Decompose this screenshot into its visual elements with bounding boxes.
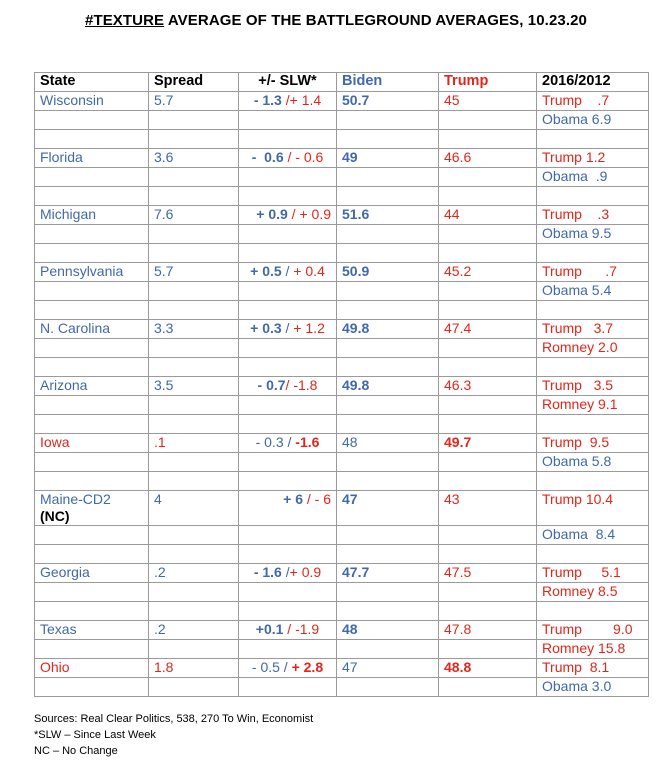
- spacer-row: [35, 602, 649, 621]
- spacer-row: [35, 301, 649, 320]
- history-2012-cell: Obama 6.9: [537, 111, 649, 130]
- empty-cell: [149, 602, 239, 621]
- biden-cell: 50.9: [337, 263, 439, 282]
- empty-cell: [537, 602, 649, 621]
- slw-separator: /: [283, 149, 296, 165]
- empty-cell: [537, 130, 649, 149]
- spread-cell: 7.6: [149, 206, 239, 225]
- slw-cell: [239, 320, 337, 339]
- history-2016-cell: Trump .3: [537, 206, 649, 225]
- slw-prior: - 0.6: [295, 149, 324, 165]
- empty-cell: [149, 358, 239, 377]
- slw-cell: [239, 564, 337, 583]
- state-cell: Iowa: [35, 434, 149, 453]
- trump-cell: 45: [439, 92, 537, 111]
- trump-cell: 46.3: [439, 377, 537, 396]
- empty-cell: [35, 396, 149, 415]
- empty-cell: [337, 225, 439, 244]
- footer-sources: Sources: Real Clear Politics, 538, 270 To Win, Economist: [34, 713, 314, 725]
- empty-cell: [239, 244, 337, 263]
- history-2012-cell: Obama 8.4: [537, 526, 649, 545]
- empty-cell: [35, 453, 149, 472]
- empty-cell: [239, 358, 337, 377]
- biden-cell: 49: [337, 149, 439, 168]
- table-row: [35, 282, 649, 301]
- state-name: Maine-CD2: [40, 491, 111, 507]
- title-text: AVERAGE OF THE BATTLEGROUND AVERAGES, 10.23.20: [164, 12, 587, 29]
- table-row: [35, 149, 649, 168]
- empty-cell: [239, 602, 337, 621]
- slw-separator: /: [281, 263, 294, 279]
- empty-cell: [337, 282, 439, 301]
- slw-cell: [239, 434, 337, 453]
- empty-cell: [337, 168, 439, 187]
- table-row: [35, 225, 649, 244]
- empty-cell: [239, 396, 337, 415]
- header-row: [35, 73, 649, 92]
- biden-cell: 51.6: [337, 206, 439, 225]
- history-2012-cell: Romney 8.5: [537, 583, 649, 602]
- spacer-row: [35, 358, 649, 377]
- empty-cell: [337, 640, 439, 659]
- slw-change: - 0.5: [251, 659, 280, 675]
- header-slw: +/- SLW*: [239, 73, 337, 92]
- empty-cell: [439, 187, 537, 206]
- slw-change: - 0.6: [251, 149, 284, 165]
- empty-cell: [149, 111, 239, 130]
- table-body: [35, 92, 649, 697]
- empty-cell: [35, 187, 149, 206]
- empty-cell: [239, 111, 337, 130]
- slw-separator: /: [281, 564, 290, 580]
- trump-cell: 45.2: [439, 263, 537, 282]
- empty-cell: [149, 526, 239, 545]
- table-row: [35, 526, 649, 545]
- footer-notes: [34, 711, 313, 759]
- empty-cell: [149, 453, 239, 472]
- history-2016-cell: Trump 5.1: [537, 564, 649, 583]
- spread-cell: .2: [149, 621, 239, 640]
- spread-cell: 4: [149, 491, 239, 526]
- empty-cell: [439, 678, 537, 697]
- empty-cell: [537, 187, 649, 206]
- slw-cell: [239, 621, 337, 640]
- spread-cell: 5.7: [149, 263, 239, 282]
- empty-cell: [239, 526, 337, 545]
- footer-slw-note: *SLW – Since Last Week: [34, 729, 156, 741]
- empty-cell: [239, 225, 337, 244]
- empty-cell: [439, 225, 537, 244]
- empty-cell: [149, 301, 239, 320]
- slw-prior: -1.9: [295, 621, 320, 637]
- state-cell: Florida: [35, 149, 149, 168]
- empty-cell: [149, 339, 239, 358]
- empty-cell: [337, 453, 439, 472]
- empty-cell: [439, 396, 537, 415]
- empty-cell: [439, 130, 537, 149]
- state-cell: Ohio: [35, 659, 149, 678]
- spacer-row: [35, 415, 649, 434]
- empty-cell: [537, 244, 649, 263]
- empty-cell: [149, 678, 239, 697]
- header-state: State: [35, 73, 149, 92]
- biden-cell: 49.8: [337, 377, 439, 396]
- table-row: [35, 564, 649, 583]
- state-cell: Texas: [35, 621, 149, 640]
- empty-cell: [35, 244, 149, 263]
- table-row: [35, 659, 649, 678]
- history-2012-cell: Obama 5.4: [537, 282, 649, 301]
- empty-cell: [337, 130, 439, 149]
- slw-cell: [239, 491, 337, 526]
- table-row: [35, 396, 649, 415]
- table-row: [35, 339, 649, 358]
- slw-prior: + 0.9: [299, 206, 331, 222]
- empty-cell: [439, 415, 537, 434]
- table-row: [35, 678, 649, 697]
- spacer-row: [35, 130, 649, 149]
- empty-cell: [35, 545, 149, 564]
- history-2016-cell: Trump 9.5: [537, 434, 649, 453]
- empty-cell: [149, 168, 239, 187]
- biden-cell: 48: [337, 621, 439, 640]
- empty-cell: [439, 339, 537, 358]
- empty-cell: [537, 358, 649, 377]
- slw-cell: [239, 92, 337, 111]
- slw-change: + 0.3: [250, 320, 282, 336]
- table-row: [35, 640, 649, 659]
- empty-cell: [149, 472, 239, 491]
- table-row: [35, 621, 649, 640]
- empty-cell: [149, 545, 239, 564]
- empty-cell: [537, 472, 649, 491]
- history-2012-cell: Romney 2.0: [537, 339, 649, 358]
- empty-cell: [537, 301, 649, 320]
- trump-cell: 47.5: [439, 564, 537, 583]
- empty-cell: [239, 545, 337, 564]
- state-cell: Wisconsin: [35, 92, 149, 111]
- empty-cell: [337, 545, 439, 564]
- empty-cell: [149, 282, 239, 301]
- table-row: [35, 92, 649, 111]
- spread-cell: 3.5: [149, 377, 239, 396]
- empty-cell: [149, 244, 239, 263]
- slw-prior: - 6: [314, 491, 331, 507]
- spread-cell: 1.8: [149, 659, 239, 678]
- empty-cell: [35, 472, 149, 491]
- slw-separator: /: [302, 491, 315, 507]
- header-trump: Trump: [439, 73, 537, 92]
- slw-prior: + 0.9: [289, 564, 322, 580]
- empty-cell: [35, 358, 149, 377]
- empty-cell: [239, 583, 337, 602]
- history-2016-cell: Trump 3.5: [537, 377, 649, 396]
- empty-cell: [239, 339, 337, 358]
- empty-cell: [239, 415, 337, 434]
- slw-change: - 0.3: [255, 434, 284, 450]
- history-2016-cell: Trump .7: [537, 92, 649, 111]
- empty-cell: [35, 602, 149, 621]
- empty-cell: [439, 526, 537, 545]
- empty-cell: [337, 678, 439, 697]
- empty-cell: [149, 640, 239, 659]
- state-cell: [35, 491, 149, 526]
- slw-separator: /: [281, 320, 294, 336]
- empty-cell: [337, 583, 439, 602]
- empty-cell: [35, 130, 149, 149]
- state-cell: Pennsylvania: [35, 263, 149, 282]
- table-row: [35, 434, 649, 453]
- slw-separator: /: [279, 659, 292, 675]
- trump-cell: 47.8: [439, 621, 537, 640]
- table-row: [35, 453, 649, 472]
- history-2012-cell: Obama 3.0: [537, 678, 649, 697]
- spacer-row: [35, 187, 649, 206]
- slw-change: - 0.7: [257, 377, 286, 393]
- empty-cell: [337, 396, 439, 415]
- empty-cell: [35, 168, 149, 187]
- trump-cell: 49.7: [439, 434, 537, 453]
- spacer-row: [35, 244, 649, 263]
- spread-cell: .1: [149, 434, 239, 453]
- state-cell: Arizona: [35, 377, 149, 396]
- page-title: [0, 12, 672, 29]
- empty-cell: [239, 640, 337, 659]
- empty-cell: [337, 301, 439, 320]
- history-2012-cell: Obama .9: [537, 168, 649, 187]
- empty-cell: [439, 602, 537, 621]
- empty-cell: [35, 301, 149, 320]
- table-row: [35, 168, 649, 187]
- slw-prior: -1.6: [295, 434, 320, 450]
- history-2012-cell: Obama 9.5: [537, 225, 649, 244]
- table-row: [35, 377, 649, 396]
- slw-cell: [239, 206, 337, 225]
- empty-cell: [239, 301, 337, 320]
- slw-change: +0.1: [255, 621, 284, 637]
- slw-change: - 1.3: [253, 92, 282, 108]
- empty-cell: [35, 678, 149, 697]
- history-2012-cell: Romney 9.1: [537, 396, 649, 415]
- slw-separator: /: [283, 621, 296, 637]
- empty-cell: [337, 111, 439, 130]
- empty-cell: [439, 453, 537, 472]
- trump-cell: 44: [439, 206, 537, 225]
- slw-separator: /: [287, 206, 300, 222]
- slw-prior: + 2.8: [291, 659, 324, 675]
- state-cell: N. Carolina: [35, 320, 149, 339]
- footer-nc-note: NC – No Change: [34, 745, 118, 757]
- empty-cell: [239, 453, 337, 472]
- spread-cell: 3.6: [149, 149, 239, 168]
- empty-cell: [337, 526, 439, 545]
- slw-cell: [239, 263, 337, 282]
- slw-separator: /: [283, 434, 296, 450]
- empty-cell: [337, 244, 439, 263]
- header-biden: Biden: [337, 73, 439, 92]
- table-row: [35, 111, 649, 130]
- empty-cell: [439, 583, 537, 602]
- empty-cell: [337, 415, 439, 434]
- empty-cell: [35, 339, 149, 358]
- spacer-row: [35, 472, 649, 491]
- slw-prior: + 0.4: [293, 263, 325, 279]
- empty-cell: [239, 678, 337, 697]
- history-2016-cell: Trump 3.7: [537, 320, 649, 339]
- table-row: [35, 206, 649, 225]
- empty-cell: [239, 282, 337, 301]
- empty-cell: [439, 282, 537, 301]
- empty-cell: [149, 187, 239, 206]
- empty-cell: [439, 640, 537, 659]
- spread-cell: 3.3: [149, 320, 239, 339]
- slw-change: + 0.5: [250, 263, 282, 279]
- empty-cell: [239, 130, 337, 149]
- spread-cell: 5.7: [149, 92, 239, 111]
- slw-prior: -1.8: [293, 377, 318, 393]
- table-row: [35, 320, 649, 339]
- empty-cell: [439, 244, 537, 263]
- history-2012-cell: Romney 15.8: [537, 640, 649, 659]
- history-2016-cell: Trump 1.2: [537, 149, 649, 168]
- empty-cell: [35, 111, 149, 130]
- empty-cell: [149, 396, 239, 415]
- slw-change: + 0.9: [256, 206, 288, 222]
- empty-cell: [239, 168, 337, 187]
- empty-cell: [239, 187, 337, 206]
- empty-cell: [149, 130, 239, 149]
- slw-cell: [239, 659, 337, 678]
- biden-cell: 50.7: [337, 92, 439, 111]
- trump-cell: 47.4: [439, 320, 537, 339]
- empty-cell: [337, 339, 439, 358]
- table-row: [35, 491, 649, 526]
- trump-cell: 46.6: [439, 149, 537, 168]
- state-cell: Michigan: [35, 206, 149, 225]
- empty-cell: [35, 640, 149, 659]
- header-history: 2016/2012: [537, 73, 649, 92]
- trump-cell: 48.8: [439, 659, 537, 678]
- empty-cell: [149, 225, 239, 244]
- history-2016-cell: Trump 9.0: [537, 621, 649, 640]
- biden-cell: 48: [337, 434, 439, 453]
- empty-cell: [439, 358, 537, 377]
- spread-cell: .2: [149, 564, 239, 583]
- empty-cell: [439, 301, 537, 320]
- state-cell: Georgia: [35, 564, 149, 583]
- table-row: [35, 583, 649, 602]
- empty-cell: [149, 415, 239, 434]
- spacer-row: [35, 545, 649, 564]
- empty-cell: [537, 415, 649, 434]
- slw-prior: + 1.2: [293, 320, 325, 336]
- battleground-table: [34, 72, 649, 697]
- slw-cell: [239, 377, 337, 396]
- empty-cell: [337, 187, 439, 206]
- header-spread: Spread: [149, 73, 239, 92]
- empty-cell: [439, 472, 537, 491]
- biden-cell: 49.8: [337, 320, 439, 339]
- title-tag: #TEXTURE: [85, 12, 165, 29]
- state-note: (NC): [40, 508, 70, 524]
- slw-change: + 6: [283, 491, 303, 507]
- empty-cell: [537, 545, 649, 564]
- empty-cell: [35, 415, 149, 434]
- empty-cell: [439, 168, 537, 187]
- slw-prior: + 1.4: [289, 92, 322, 108]
- empty-cell: [35, 526, 149, 545]
- biden-cell: 47.7: [337, 564, 439, 583]
- history-2016-cell: Trump 8.1: [537, 659, 649, 678]
- history-2016-cell: Trump 10.4: [537, 491, 649, 526]
- empty-cell: [337, 602, 439, 621]
- empty-cell: [35, 282, 149, 301]
- empty-cell: [337, 472, 439, 491]
- slw-change: - 1.6: [253, 564, 282, 580]
- table-row: [35, 263, 649, 282]
- slw-separator: /: [281, 92, 290, 108]
- history-2012-cell: Obama 5.8: [537, 453, 649, 472]
- empty-cell: [149, 583, 239, 602]
- history-2016-cell: Trump .7: [537, 263, 649, 282]
- trump-cell: 43: [439, 491, 537, 526]
- slw-cell: [239, 149, 337, 168]
- empty-cell: [439, 111, 537, 130]
- slw-separator: /: [285, 377, 294, 393]
- biden-cell: 47: [337, 491, 439, 526]
- empty-cell: [239, 472, 337, 491]
- empty-cell: [439, 545, 537, 564]
- empty-cell: [35, 583, 149, 602]
- empty-cell: [35, 225, 149, 244]
- biden-cell: 47: [337, 659, 439, 678]
- empty-cell: [337, 358, 439, 377]
